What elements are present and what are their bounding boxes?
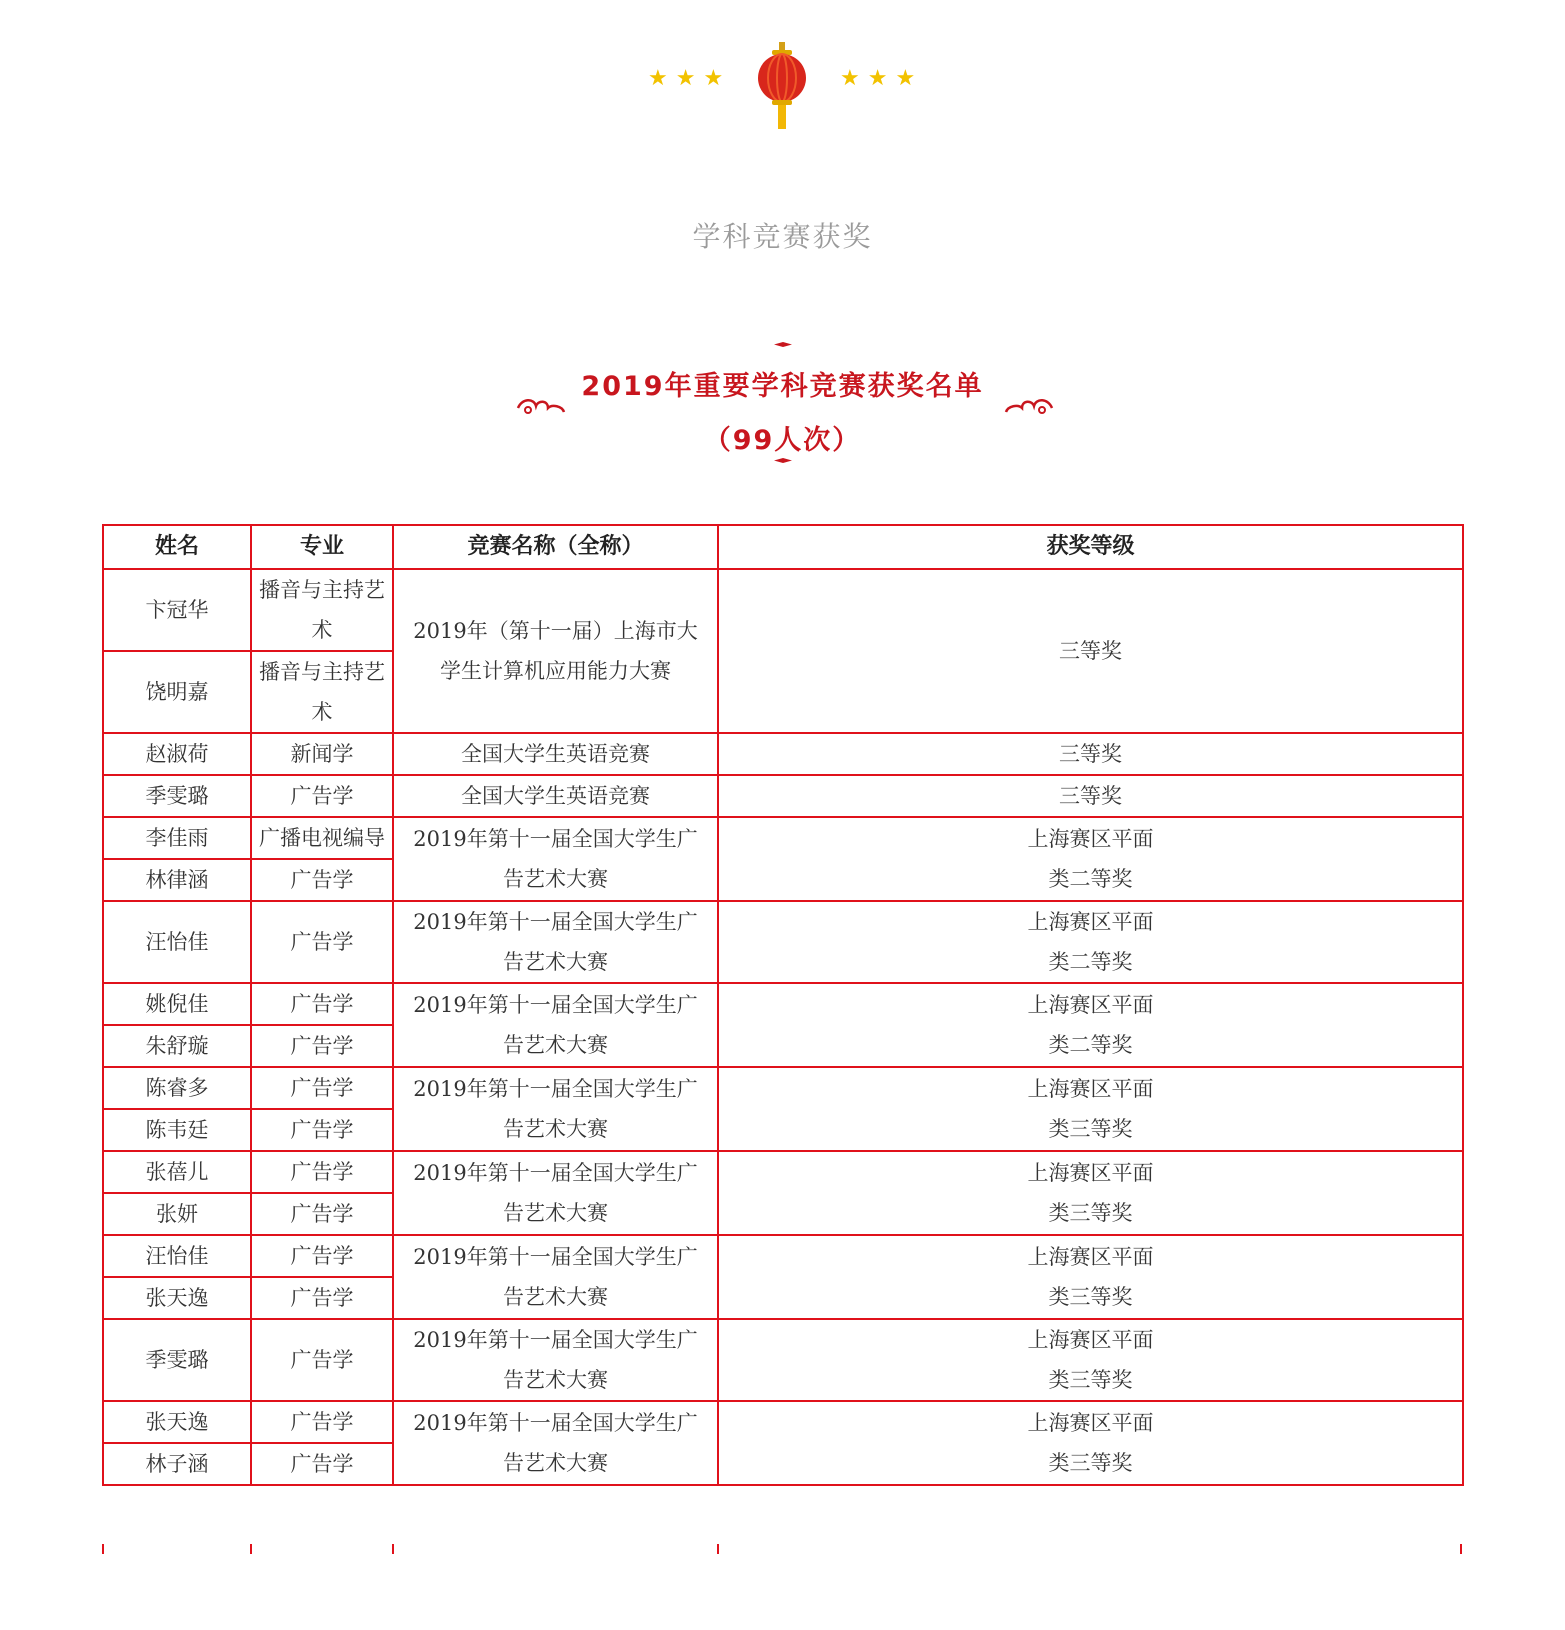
cell-major: 广告学 — [251, 1235, 393, 1277]
cell-award: 上海赛区平面类三等奖 — [718, 1235, 1463, 1319]
cell-competition: 2019年第十一届全国大学生广告艺术大赛 — [393, 1151, 718, 1235]
cell-major: 广告学 — [251, 901, 393, 983]
cell-name: 张妍 — [103, 1193, 251, 1235]
cell-major: 广告学 — [251, 1193, 393, 1235]
table-row — [103, 733, 1463, 775]
header-award: 获奖等级 — [718, 525, 1463, 569]
cell-award: 上海赛区平面类二等奖 — [718, 817, 1463, 901]
diamond-top-icon — [774, 342, 792, 347]
table-row — [103, 775, 1463, 817]
table-row — [103, 817, 1463, 859]
table-continuation — [102, 1544, 1462, 1554]
awards-table-body — [103, 569, 1463, 1485]
stars-left-icon: ★★★ — [648, 66, 732, 91]
table-row — [103, 1319, 1463, 1401]
list-title-line1: 2019年重要学科竞赛获奖名单 — [581, 371, 984, 402]
table-row — [103, 901, 1463, 983]
cell-competition: 2019年第十一届全国大学生广告艺术大赛 — [393, 901, 718, 983]
cell-major: 广播电视编导 — [251, 817, 393, 859]
cell-name: 赵淑荷 — [103, 733, 251, 775]
header-major: 专业 — [251, 525, 393, 569]
cell-name: 卞冠华 — [103, 569, 251, 651]
cell-name: 姚倪佳 — [103, 983, 251, 1025]
table-row — [103, 1401, 1463, 1443]
cell-name: 汪怡佳 — [103, 901, 251, 983]
cell-name: 朱舒璇 — [103, 1025, 251, 1067]
table-row — [103, 1235, 1463, 1277]
cell-major: 广告学 — [251, 1109, 393, 1151]
cell-award: 三等奖 — [718, 733, 1463, 775]
table-row — [103, 1151, 1463, 1193]
lantern-icon — [752, 42, 812, 132]
cell-name: 饶明嘉 — [103, 651, 251, 733]
cell-name: 陈韦廷 — [103, 1109, 251, 1151]
cell-competition: 2019年第十一届全国大学生广告艺术大赛 — [393, 1067, 718, 1151]
cell-major: 新闻学 — [251, 733, 393, 775]
cell-major: 广告学 — [251, 1151, 393, 1193]
cell-major: 广告学 — [251, 775, 393, 817]
table-row — [103, 569, 1463, 651]
cell-major: 广告学 — [251, 1401, 393, 1443]
cell-name: 陈睿多 — [103, 1067, 251, 1109]
cell-major: 播音与主持艺术 — [251, 569, 393, 651]
cell-competition: 2019年第十一届全国大学生广告艺术大赛 — [393, 1319, 718, 1401]
cell-name: 林子涵 — [103, 1443, 251, 1485]
header-competition: 竞赛名称（全称） — [393, 525, 718, 569]
cell-award: 三等奖 — [718, 569, 1463, 733]
cell-major: 广告学 — [251, 1277, 393, 1319]
cell-award: 上海赛区平面类三等奖 — [718, 1067, 1463, 1151]
cell-competition: 全国大学生英语竞赛 — [393, 775, 718, 817]
cell-major: 播音与主持艺术 — [251, 651, 393, 733]
cell-name: 张蓓儿 — [103, 1151, 251, 1193]
cell-competition: 2019年第十一届全国大学生广告艺术大赛 — [393, 1401, 718, 1485]
cell-name: 张天逸 — [103, 1277, 251, 1319]
cell-award: 上海赛区平面类三等奖 — [718, 1319, 1463, 1401]
list-title-line2: （99人次） — [703, 425, 862, 456]
cell-award: 上海赛区平面类三等奖 — [718, 1401, 1463, 1485]
cell-major: 广告学 — [251, 1067, 393, 1109]
header-name: 姓名 — [103, 525, 251, 569]
cell-award: 上海赛区平面类二等奖 — [718, 901, 1463, 983]
cell-competition: 2019年第十一届全国大学生广告艺术大赛 — [393, 1235, 718, 1319]
cell-competition: 2019年（第十一届）上海市大学生计算机应用能力大赛 — [393, 569, 718, 733]
cell-major: 广告学 — [251, 983, 393, 1025]
cell-name: 张天逸 — [103, 1401, 251, 1443]
cell-competition: 2019年第十一届全国大学生广告艺术大赛 — [393, 817, 718, 901]
list-title — [0, 360, 1565, 468]
section-title: 学科竞赛获奖 — [692, 220, 873, 253]
cloud-right-icon — [1004, 396, 1056, 418]
cell-major: 广告学 — [251, 1443, 393, 1485]
cell-competition: 全国大学生英语竞赛 — [393, 733, 718, 775]
cell-major: 广告学 — [251, 1319, 393, 1401]
cell-award: 上海赛区平面类三等奖 — [718, 1151, 1463, 1235]
table-row — [103, 1067, 1463, 1109]
cell-name: 汪怡佳 — [103, 1235, 251, 1277]
cell-name: 林律涵 — [103, 859, 251, 901]
cell-name: 季雯璐 — [103, 775, 251, 817]
awards-table — [102, 524, 1464, 1486]
cell-competition: 2019年第十一届全国大学生广告艺术大赛 — [393, 983, 718, 1067]
stars-right-icon: ★★★ — [840, 66, 924, 91]
cell-award: 三等奖 — [718, 775, 1463, 817]
cell-name: 李佳雨 — [103, 817, 251, 859]
cell-major: 广告学 — [251, 859, 393, 901]
cell-name: 季雯璐 — [103, 1319, 251, 1401]
table-row — [103, 983, 1463, 1025]
cell-major: 广告学 — [251, 1025, 393, 1067]
cell-award: 上海赛区平面类二等奖 — [718, 983, 1463, 1067]
table-header-row — [103, 525, 1463, 569]
